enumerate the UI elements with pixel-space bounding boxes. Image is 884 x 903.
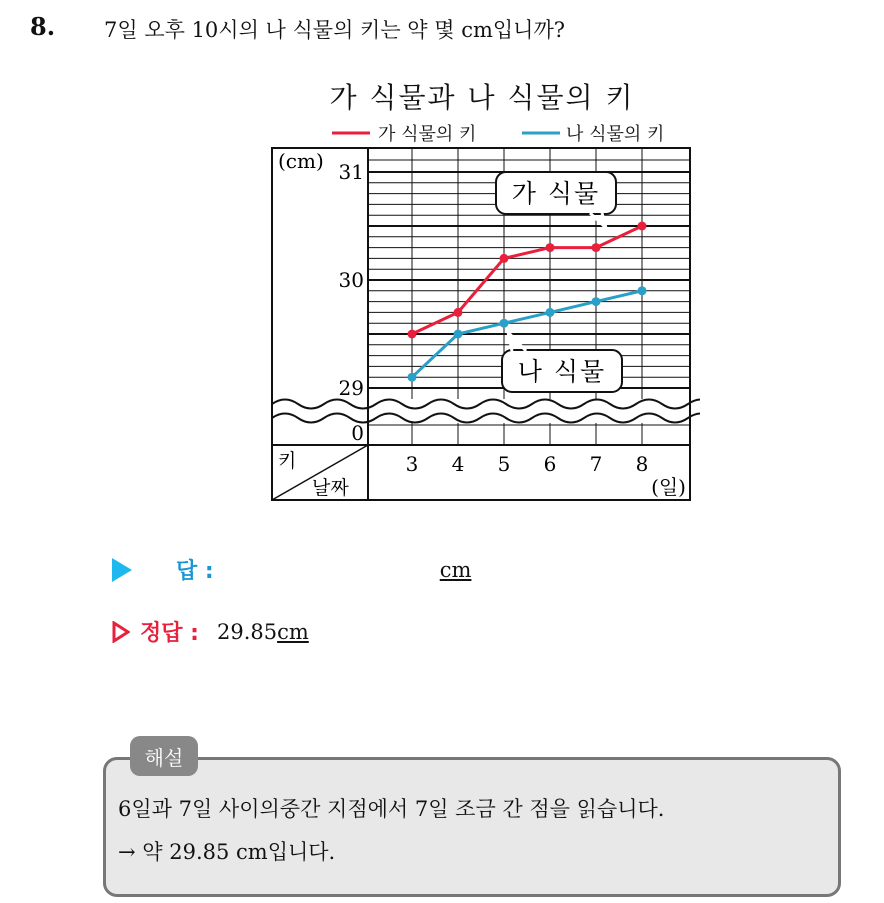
data-point <box>408 330 417 339</box>
x-tick-label: 6 <box>543 452 557 476</box>
data-point <box>592 243 601 252</box>
chart-frame <box>272 148 690 500</box>
x-tick-label: 7 <box>589 452 603 476</box>
answer-row <box>112 554 471 585</box>
answer-unit: cm <box>439 557 472 582</box>
legend-label-2: 나 식물의 키 <box>566 124 665 145</box>
x-unit-label: (일) <box>651 475 686 499</box>
data-point <box>546 308 555 317</box>
explanation-line-2: → 약 29.85 cm입니다. <box>118 840 336 864</box>
data-point <box>638 286 647 295</box>
x-tick-label: 3 <box>405 452 419 476</box>
data-point <box>454 330 463 339</box>
data-point <box>500 254 509 263</box>
y-tick-label: 30 <box>338 268 364 292</box>
data-point <box>546 243 555 252</box>
answer-label: 답 : <box>176 559 214 584</box>
data-point <box>408 373 417 382</box>
line-chart <box>260 118 700 508</box>
answer-triangle-icon <box>112 558 132 582</box>
correct-unit: cm <box>277 619 309 644</box>
correct-row <box>112 616 309 647</box>
explanation-box <box>103 757 841 897</box>
x-tick-label: 5 <box>497 452 511 476</box>
explanation-line-1: 6일과 7일 사이의중간 지점에서 7일 조금 간 점을 읽습니다. <box>118 797 665 821</box>
y-unit-label: (cm) <box>278 149 324 173</box>
chart-title: 가 식물과 나 식물의 키 <box>329 81 635 114</box>
correct-value: 29.85 <box>216 619 278 644</box>
corner-label-bottom: 날짜 <box>312 477 349 499</box>
y-tick-label: 31 <box>338 160 364 184</box>
explanation-tag: 해설 <box>130 736 198 776</box>
data-point <box>454 308 463 317</box>
x-tick-label: 8 <box>635 452 649 476</box>
y-tick-label: 29 <box>338 376 364 400</box>
corner-label-top: 키 <box>278 450 297 472</box>
correct-label: 정답 : <box>140 621 199 646</box>
data-point <box>500 319 509 328</box>
legend-label-1: 가 식물의 키 <box>378 124 477 145</box>
bubble-na <box>502 332 622 392</box>
bubble-ga-label: 가 식물 <box>511 179 601 208</box>
bubble-na-label: 나 식물 <box>517 357 607 386</box>
data-point <box>638 222 647 231</box>
question-number: 8. <box>30 12 56 41</box>
bubble-ga <box>496 172 616 228</box>
y-tick-label: 0 <box>351 421 364 445</box>
correct-triangle-icon <box>112 621 130 643</box>
x-tick-label: 4 <box>451 452 465 476</box>
question-text: 7일 오후 10시의 나 식물의 키는 약 몇 cm입니까? <box>104 18 565 42</box>
data-point <box>592 297 601 306</box>
